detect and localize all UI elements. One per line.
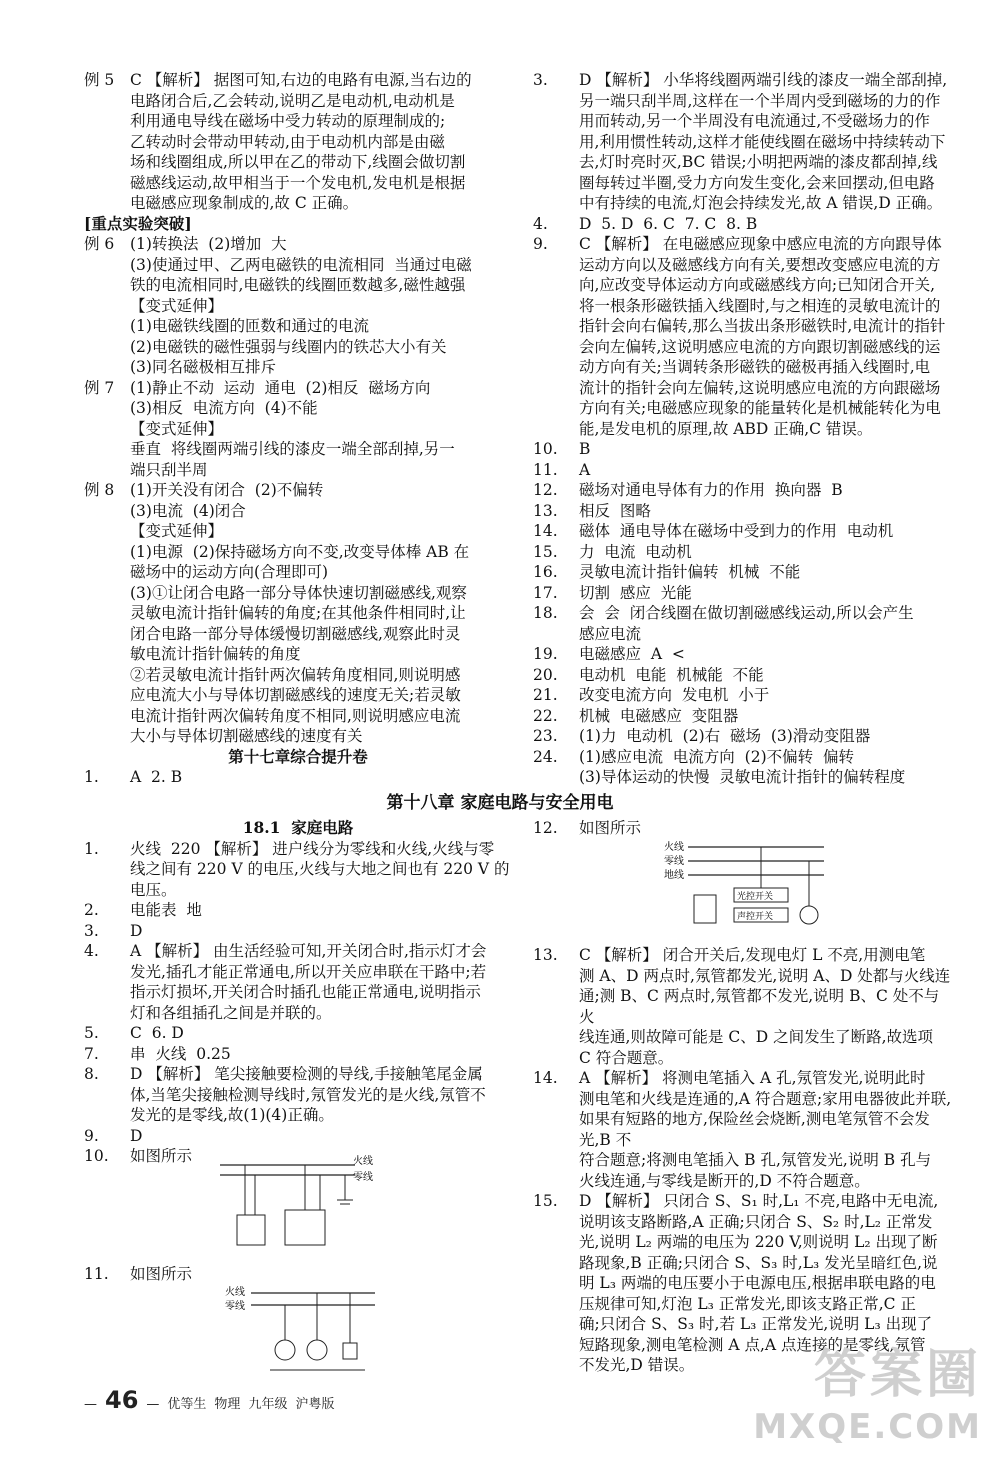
answer-entry bbox=[533, 726, 953, 747]
answer-text-line: 会 会 闭合线圈在做切割磁感线运动,所以会产生 bbox=[579, 604, 914, 622]
fig12-live-label: 火线 bbox=[664, 842, 684, 853]
book-name: 优等生 bbox=[167, 1397, 207, 1412]
answer-number: 5. bbox=[84, 1024, 99, 1042]
answer-text-line: (3)同名磁极相互排斥 bbox=[130, 358, 276, 376]
answer-text-line: 如图所示 bbox=[130, 1147, 193, 1165]
answer-text-line: 发光,插孔才能正常通电,所以开关应串联在干路中;若 bbox=[130, 962, 487, 981]
answer-text-line: 另一端只刮半周,这样在一个半周内受到磁场的力的作 bbox=[579, 91, 941, 110]
answer-text-line: 圈每转过半圈,受力方向发生变化,会来回摆动,但电路 bbox=[579, 173, 935, 192]
answer-text-line: 明 L₃ 两端的电压要小于电源电压,根据串联电路的电 bbox=[579, 1274, 936, 1292]
answer-text-line: C 【解析】 在电磁感应现象中感应电流的方向跟导体 bbox=[579, 235, 942, 253]
answer-entry bbox=[533, 685, 953, 706]
answer-number: 13. bbox=[533, 946, 558, 964]
answer-number: 4. bbox=[84, 942, 99, 960]
answer-entry bbox=[533, 747, 953, 788]
answer-number: 10. bbox=[533, 440, 558, 458]
figure-12-circuit bbox=[664, 840, 834, 930]
answer-text-line: 应电流大小与导体切割磁感线的速度无关;若灵敏 bbox=[130, 686, 461, 704]
answer-text-line: C 6. D bbox=[130, 1024, 184, 1042]
answer-text-line: 测电笔和火线是连通的,A 符合题意;家用电器彼此并联,如果有短路的地方,保险丝会烧断,测电笔氖管不会发光,B 不 bbox=[579, 1089, 952, 1149]
answer-entry bbox=[533, 644, 953, 665]
answer-text-line: D bbox=[130, 921, 143, 940]
answer-text-line: 磁场中的运动方向(合理即可) bbox=[130, 563, 329, 581]
answer-text-line: 线连通,则故障可能是 C、D 之间发生了断路,故选项 bbox=[579, 1028, 933, 1046]
answer-text-line: 用,利用惯性转动,这样才能使线圈在磁场中持续转动下 bbox=[579, 132, 946, 151]
answer-text-line: C 【解析】 闭合开关后,发现电灯 L 不亮,用测电笔 bbox=[579, 946, 926, 964]
answer-entry bbox=[533, 542, 953, 563]
answer-text-line: 火线连通,与零线是断开的,D 不符合题意。 bbox=[579, 1171, 870, 1190]
answer-number: 10. bbox=[84, 1147, 109, 1165]
answer-entry bbox=[533, 1068, 953, 1191]
answer-entry bbox=[84, 234, 512, 378]
sub-heading: 第十七章综合提升卷 bbox=[228, 746, 368, 766]
answer-text-line: 敏电流计指针偏转的角度 bbox=[130, 645, 301, 663]
sub-heading: 18.1 家庭电路 bbox=[242, 818, 354, 837]
answer-text-line: 场和线圈组成,所以甲在乙的带动下,线圈会做切割 bbox=[130, 153, 466, 171]
answer-text-line: B bbox=[579, 440, 591, 458]
answer-text-line: 通;测 B、C 两点时,氖管都不发光,说明 B、C 处不与火 bbox=[579, 987, 940, 1026]
answer-text-line: A 【解析】 由生活经验可知,开关闭合时,指示灯才会 bbox=[130, 942, 487, 960]
answer-entry bbox=[84, 767, 512, 788]
answer-number: 例 6 bbox=[84, 235, 115, 253]
answer-number: 3. bbox=[84, 921, 99, 940]
answer-text-line: 不发光,D 错误。 bbox=[579, 1356, 695, 1374]
answer-number: 23. bbox=[533, 727, 558, 745]
fig12-switch1-label: 光控开关 bbox=[737, 892, 774, 902]
answer-text-line: D 【解析】 小华将线圈两端引线的漆皮一端全部刮掉, bbox=[579, 71, 948, 89]
answer-number: 例 7 bbox=[84, 378, 115, 397]
answer-number: 12. bbox=[533, 819, 558, 837]
answer-text-line: D bbox=[130, 1126, 143, 1145]
answer-text-line: 方向有关;电磁感应现象的能量转化是机械能转化为电 bbox=[579, 399, 941, 417]
answer-entry bbox=[533, 234, 953, 439]
answer-entry bbox=[84, 70, 512, 214]
answer-text-line: 指示灯损坏,开关闭合时插孔也能正常通电,说明指示 bbox=[130, 983, 481, 1001]
answer-text-line: 电能表 地 bbox=[130, 901, 202, 919]
answer-entry bbox=[533, 214, 953, 235]
answer-number: 4. bbox=[533, 214, 548, 233]
answer-text-line: 动方向有关;当调转条形磁铁的磁极再插入线圈时,电 bbox=[579, 358, 931, 376]
answer-text-line: (1)转换法 (2)增加 大 bbox=[130, 235, 287, 253]
answer-entry bbox=[84, 900, 512, 921]
answer-text-line: 灯和各组插孔之间是并联的。 bbox=[130, 1003, 332, 1022]
answer-entry bbox=[533, 562, 953, 583]
answer-text-line: C 【解析】 据图可知,右边的电路有电源,当右边的 bbox=[130, 71, 472, 89]
answer-number: 12. bbox=[533, 481, 558, 499]
answer-text-line: 中有持续的电流,灯泡会持续发光,故 A 错误,D 正确。 bbox=[579, 194, 943, 212]
section-heading: [重点实验突破] bbox=[84, 213, 192, 233]
answer-text-line: 磁感线运动,故甲相当于一个发电机,发电机是根据 bbox=[130, 173, 466, 192]
answer-text-line: 【变式延伸】 bbox=[130, 419, 224, 438]
answer-number: 例 5 bbox=[84, 71, 115, 89]
answer-text-line: 线之间有 220 V 的电压,火线与大地之间也有 220 V 的 bbox=[130, 860, 510, 878]
left-column-bottom bbox=[84, 818, 512, 1167]
answer-number: 22. bbox=[533, 706, 558, 725]
answer-text-line: 向,应改变导体运动方向或磁感线方向;已知闭合开关, bbox=[579, 276, 936, 294]
answer-number: 16. bbox=[533, 563, 558, 581]
answer-number: 15. bbox=[533, 1192, 558, 1210]
answer-number: 2. bbox=[84, 901, 99, 919]
answer-number: 19. bbox=[533, 645, 558, 663]
answer-text-line: 会向左偏转,这说明感应电流的方向跟切割磁感线的运 bbox=[579, 337, 941, 356]
answer-text-line: (1)开关没有闭合 (2)不偏转 bbox=[130, 481, 324, 499]
answer-text-line: 磁体 通电导体在磁场中受到力的作用 电动机 bbox=[579, 522, 894, 540]
answer-text-line: 短路现象,测电笔检测 A 点,A 点连接的是零线,氖管 bbox=[579, 1335, 926, 1354]
fig10-live-label: 火线 bbox=[353, 1156, 373, 1167]
answer-text-line: 压规律可知,灯泡 L₃ 正常发光,即该支路正常,C 正 bbox=[579, 1294, 916, 1313]
answer-text-line: ②若灵敏电流计指针两次偏转角度相同,则说明感 bbox=[130, 665, 461, 684]
figure-10-circuit bbox=[215, 1155, 380, 1250]
answer-number: 例 8 bbox=[84, 481, 115, 499]
answer-text-line: (3)相反 电流方向 (4)不能 bbox=[130, 399, 318, 417]
figure-11-circuit bbox=[225, 1285, 380, 1380]
answer-text-line: 电流计指针两次偏转角度不相同,则说明感应电流 bbox=[130, 706, 461, 725]
answer-number: 1. bbox=[84, 768, 99, 786]
fig11-live-label: 火线 bbox=[225, 1287, 245, 1298]
fig12-neutral-label: 零线 bbox=[664, 856, 684, 867]
answer-entry bbox=[84, 941, 512, 1023]
answer-text-line: 火线 220 【解析】 进户线分为零线和火线,火线与零 bbox=[130, 839, 495, 858]
answer-text-line: 符合题意;将测电笔插入 B 孔,氖管发光,说明 B 孔与 bbox=[579, 1151, 932, 1169]
answer-text-line: 去,灯时亮时灭,BC 错误;小明把两端的漆皮都刮掉,线 bbox=[579, 153, 938, 171]
answer-text-line: 测 A、D 两点时,氖管都发光,说明 A、D 处都与火线连 bbox=[579, 966, 951, 985]
answer-number: 13. bbox=[533, 501, 558, 520]
answer-entry bbox=[84, 378, 512, 481]
answer-text-line: D 【解析】 笔尖接触要检测的导线,手接触笔尾金属 bbox=[130, 1065, 483, 1083]
answer-number: 18. bbox=[533, 604, 558, 622]
answer-number: 9. bbox=[533, 235, 548, 253]
answer-entry bbox=[533, 603, 953, 644]
answer-entry bbox=[84, 1044, 512, 1065]
answer-number: 14. bbox=[533, 522, 558, 540]
answer-text-line: 灵敏电流计指针偏转 机械 不能 bbox=[579, 563, 801, 581]
answer-text-line: 改变电流方向 发电机 小于 bbox=[579, 686, 770, 704]
answer-text-line: 说明该支路断路,A 正确;只闭合 S、S₂ 时,L₂ 正常发 bbox=[579, 1212, 933, 1231]
answer-text-line: 端只刮半周 bbox=[130, 460, 208, 479]
page-number: 46 bbox=[105, 1386, 139, 1414]
answer-text-line: (1)电磁铁线圈的匝数和通过的电流 bbox=[130, 317, 369, 335]
answer-text-line: D 5. D 6. C 7. C 8. B bbox=[579, 214, 758, 233]
answer-entry bbox=[84, 921, 512, 942]
answer-text-line: 垂直 将线圈两端引线的漆皮一端全部刮掉,另一 bbox=[130, 440, 455, 458]
answer-text-line: (3)使通过甲、乙两电磁铁的电流相同 当通过电磁 bbox=[130, 255, 472, 274]
answer-entry bbox=[533, 439, 953, 460]
answer-entry bbox=[533, 583, 953, 604]
answer-text-line: 电磁感应现象制成的,故 C 正确。 bbox=[130, 194, 359, 212]
answer-text-line: 如图所示 bbox=[579, 819, 642, 837]
fig12-switch2-label: 声控开关 bbox=[737, 912, 774, 922]
answer-entry bbox=[533, 818, 953, 839]
answer-text-line: (3)导体运动的快慢 灵敏电流计指针的偏转程度 bbox=[579, 768, 906, 786]
answer-text-line: 电磁感应 A < bbox=[579, 645, 685, 663]
answer-entry bbox=[533, 706, 953, 727]
answer-number: 1. bbox=[84, 839, 99, 858]
answer-text-line: A 2. B bbox=[130, 768, 183, 786]
answer-text-line: 能,是发电机的原理,故 ABD 正确,C 错误。 bbox=[579, 419, 873, 438]
answer-text-line: (3)电流 (4)闭合 bbox=[130, 501, 246, 520]
answer-number: 15. bbox=[533, 542, 558, 561]
answer-text-line: 相反 图略 bbox=[579, 501, 651, 520]
answer-entry bbox=[84, 1126, 512, 1147]
answer-text-line: D 【解析】 只闭合 S、S₁ 时,L₁ 不亮,电路中无电流, bbox=[579, 1192, 939, 1210]
answer-text-line: 感应电流 bbox=[579, 624, 642, 643]
answer-text-line: 磁场对通电导体有力的作用 换向器 B bbox=[579, 481, 843, 499]
answer-number: 8. bbox=[84, 1065, 99, 1083]
answer-number: 24. bbox=[533, 747, 558, 766]
answer-text-line: 路现象,B 正确;只闭合 S、S₃ 时,L₃ 发光呈暗红色,说 bbox=[579, 1253, 938, 1272]
answer-entry bbox=[84, 1023, 512, 1044]
answer-text-line: 光,说明 L₂ 两端的电压为 220 V,则说明 L₂ 出现了断 bbox=[579, 1233, 938, 1251]
answer-number: 7. bbox=[84, 1044, 99, 1063]
answer-text-line: 用而转动,另一个半周没有电流通过,不受磁场力的作 bbox=[579, 112, 930, 130]
answer-entry bbox=[533, 521, 953, 542]
answer-text-line: 闭合电路一部分导体缓慢切割磁感线,观察此时灵 bbox=[130, 624, 461, 643]
right-column-bottom bbox=[533, 818, 953, 839]
answer-number: 9. bbox=[84, 1126, 99, 1145]
grade: 九年级 bbox=[248, 1397, 288, 1412]
answer-text-line: (1)力 电动机 (2)右 磁场 (3)滑动变阻器 bbox=[579, 727, 871, 745]
answer-text-line: 串 火线 0.25 bbox=[130, 1044, 231, 1063]
answer-text-line: (3)①让闭合电路一部分导体快速切割磁感线,观察 bbox=[130, 583, 467, 602]
answer-text-line: 电路闭合后,乙会转动,说明乙是电动机,电动机是 bbox=[130, 91, 455, 110]
answer-entry bbox=[533, 945, 953, 1068]
answer-text-line: 确;只闭合 S、S₃ 时,若 L₃ 正常发光,说明 L₃ 出现了 bbox=[579, 1315, 933, 1333]
answer-entry bbox=[533, 70, 953, 214]
left-column-top bbox=[84, 70, 512, 788]
subject: 物理 bbox=[214, 1397, 241, 1412]
answer-text-line: 将一根条形磁铁插入线圈时,与之相连的灵敏电流计的 bbox=[579, 296, 941, 315]
fig10-neutral-label: 零线 bbox=[353, 1172, 373, 1183]
answer-text-line: 【变式延伸】 bbox=[130, 522, 224, 540]
watermark: 答案圈 MXQE.COM bbox=[753, 1345, 982, 1447]
answer-text-line: 【变式延伸】 bbox=[130, 296, 224, 315]
answer-text-line: 电压。 bbox=[130, 880, 177, 899]
answer-entry bbox=[533, 501, 953, 522]
right-column-bottom-2 bbox=[533, 945, 953, 1376]
answer-text-line: 电动机 电能 机械能 不能 bbox=[579, 665, 764, 684]
page-footer: — 46 — 优等生 物理 九年级 沪粤版 bbox=[84, 1386, 335, 1414]
answer-number: 3. bbox=[533, 71, 548, 89]
answer-text-line: (2)电磁铁的磁性强弱与线圈内的铁芯大小有关 bbox=[130, 337, 447, 356]
answer-entry bbox=[84, 480, 512, 747]
answer-text-line: C 符合题意。 bbox=[579, 1048, 674, 1067]
answer-entry bbox=[533, 665, 953, 686]
answer-text-line: 灵敏电流计指针偏转的角度;在其他条件相同时,让 bbox=[130, 604, 466, 622]
answer-text-line: 铁的电流相同时,电磁铁的线圈匝数越多,磁性越强 bbox=[130, 276, 466, 294]
right-column-top bbox=[533, 70, 953, 788]
answer-number: 14. bbox=[533, 1069, 558, 1087]
answer-text-line: 乙转动时会带动甲转动,由于电动机内部是由磁 bbox=[130, 132, 445, 151]
answer-number: 17. bbox=[533, 583, 558, 602]
fig11-neutral-label: 零线 bbox=[225, 1301, 245, 1312]
answer-number: 21. bbox=[533, 686, 558, 704]
answer-text-line: (1)静止不动 运动 通电 (2)相反 磁场方向 bbox=[130, 378, 431, 397]
answer-text-line: 大小与导体切割磁感线的速度有关 bbox=[130, 727, 363, 745]
answer-text-line: 流计的指针会向左偏转,这说明感应电流的方向跟磁场 bbox=[579, 378, 941, 397]
answer-text-line: 体,当笔尖接触检测导线时,氖管发光的是火线,氖管不 bbox=[130, 1085, 486, 1104]
answer-text-line: (1)电源 (2)保持磁场方向不变,改变导体棒 AB 在 bbox=[130, 542, 470, 561]
answer-text-line: 机械 电磁感应 变阻器 bbox=[579, 706, 739, 725]
answer-entry bbox=[533, 460, 953, 481]
answer-number: 11. bbox=[533, 460, 558, 479]
answer-text-line: 指针会向右偏转,那么当拔出条形磁铁时,电流计的指针 bbox=[579, 317, 946, 335]
chapter-title: 第十八章 家庭电路与安全用电 bbox=[386, 793, 614, 813]
fig12-ground-label: 地线 bbox=[664, 870, 684, 881]
answer-text-line: 切割 感应 光能 bbox=[579, 583, 692, 602]
item-11: 11. 如图所示 bbox=[84, 1265, 193, 1283]
answer-text-line: 运动方向以及磁感线方向有关,要想改变感应电流的方 bbox=[579, 255, 941, 274]
answer-text-line: A bbox=[579, 460, 591, 479]
answer-text-line: 利用通电导线在磁场中受力转动的原理制成的; bbox=[130, 112, 446, 130]
answer-text-line: 发光的是零线,故(1)(4)正确。 bbox=[130, 1106, 334, 1124]
answer-entry bbox=[84, 1064, 512, 1126]
answer-entry bbox=[533, 480, 953, 501]
answer-text-line: 力 电流 电动机 bbox=[579, 542, 692, 561]
answer-number: 20. bbox=[533, 665, 558, 684]
answer-text-line: A 【解析】 将测电笔插入 A 孔,氖管发光,说明此时 bbox=[579, 1069, 926, 1087]
answer-text-line: (1)感应电流 电流方向 (2)不偏转 偏转 bbox=[579, 747, 854, 766]
edition: 沪粤版 bbox=[295, 1397, 335, 1412]
answer-entry bbox=[84, 839, 512, 901]
